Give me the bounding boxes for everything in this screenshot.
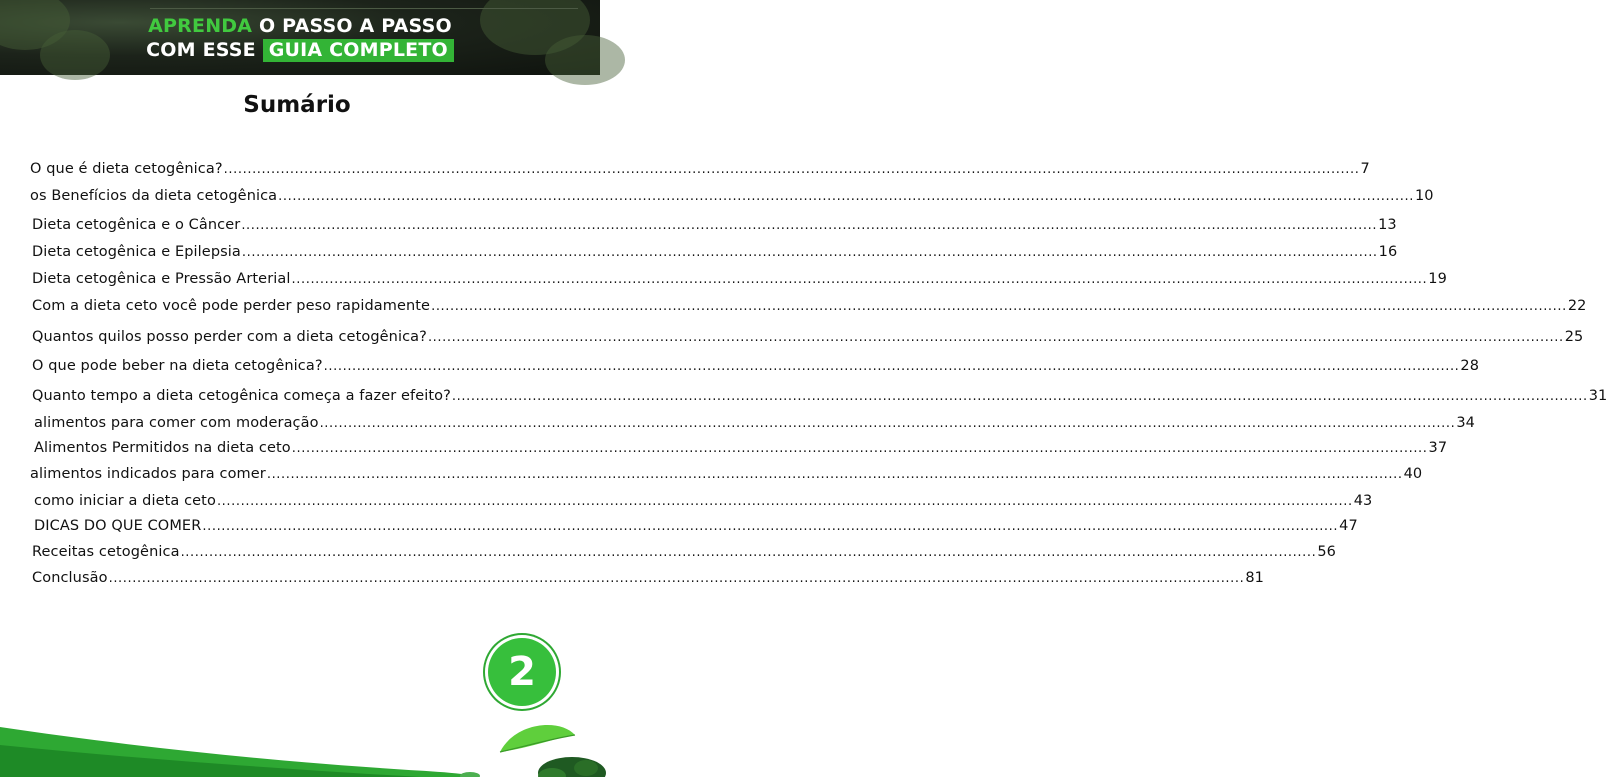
toc-entry-page: 22 (1567, 298, 1587, 314)
toc-entry-page: 37 (1428, 440, 1448, 456)
toc-leader-dots: ................................................................................................................................................................................................................................................ (180, 545, 1317, 560)
toc-entry (34, 492, 1373, 511)
toc-entry-page: 10 (1414, 188, 1434, 204)
page-number-badge (488, 638, 556, 706)
page-number: 2 (508, 649, 536, 695)
toc-leader-dots: ................................................................................................................................................................................................................................................ (202, 519, 1339, 534)
toc-entry-label: Conclusão (32, 570, 108, 586)
toc-entry-page: 7 (1360, 161, 1370, 177)
banner-headline-line1 (0, 15, 600, 37)
leaf-vein (500, 735, 575, 752)
toc-leader-dots: ................................................................................................................................................................................................................................................ (278, 189, 1414, 204)
header-banner (0, 0, 600, 75)
toc-leader-dots: ................................................................................................................................................................................................................................................ (266, 467, 1403, 482)
broccoli-floret-icon (574, 760, 598, 776)
leaf-icon (500, 725, 575, 752)
footer-green-wave-dark (0, 745, 420, 777)
toc-entry-label: os Benefícios da dieta cetogênica (30, 188, 278, 204)
toc-entry-label: Com a dieta ceto você pode perder peso rapidamente (32, 298, 431, 314)
toc-leader-dots: ................................................................................................................................................................................................................................................ (427, 330, 1564, 345)
toc-entry (34, 517, 1358, 536)
toc-entry-page: 31 (1588, 388, 1607, 404)
toc-leader-dots: ................................................................................................................................................................................................................................................ (291, 441, 1428, 456)
toc-entry (32, 243, 1398, 262)
toc-entry-label: O que é dieta cetogênica? (30, 161, 223, 177)
toc-entry-page: 19 (1428, 271, 1447, 287)
toc-entry-label: Dieta cetogênica e o Câncer (32, 217, 241, 233)
toc-entry (32, 357, 1480, 376)
toc-leader-dots: ................................................................................................................................................................................................................................................ (223, 162, 1360, 177)
toc-entry (32, 297, 1587, 316)
footer-green-wave (0, 727, 480, 777)
toc-entry-label: O que pode beber na dieta cetogênica? (32, 358, 323, 374)
toc-entry-page: 16 (1378, 244, 1398, 260)
toc-entry (34, 439, 1448, 458)
toc-leader-dots: ................................................................................................................................................................................................................................................ (291, 272, 1428, 287)
toc-entry-label: Alimentos Permitidos na dieta ceto (34, 440, 291, 456)
toc-entry-page: 43 (1353, 493, 1373, 509)
toc-entry-label: Receitas cetogênica (32, 544, 180, 560)
toc-entry (32, 387, 1607, 406)
banner-text-white: O PASSO A PASSO (259, 15, 452, 37)
toc-entry-page: 56 (1317, 544, 1336, 560)
toc-entry-page: 13 (1378, 217, 1397, 233)
toc-entry (30, 465, 1423, 484)
banner-highlight-green: APRENDA (148, 15, 253, 37)
toc-entry-label: Quanto tempo a dieta cetogênica começa a fazer efeito? (32, 388, 451, 404)
toc-entry (32, 569, 1265, 588)
toc-leader-dots: ................................................................................................................................................................................................................................................ (323, 359, 1460, 374)
broccoli-icon (538, 757, 606, 777)
toc-entry (30, 187, 1434, 206)
toc-entry-page: 25 (1564, 329, 1584, 345)
toc-leader-dots: ................................................................................................................................................................................................................................................ (451, 389, 1588, 404)
toc-leader-dots: ................................................................................................................................................................................................................................................ (319, 416, 1456, 431)
toc-entry (30, 160, 1370, 179)
toc-entry-label: Dieta cetogênica e Pressão Arterial (32, 271, 291, 287)
toc-entry-label: como iniciar a dieta ceto (34, 493, 216, 509)
toc-leader-dots: ................................................................................................................................................................................................................................................ (431, 299, 1567, 314)
toc-leader-dots: ................................................................................................................................................................................................................................................ (241, 218, 1378, 233)
toc-leader-dots: ................................................................................................................................................................................................................................................ (241, 245, 1378, 260)
toc-entry (32, 543, 1336, 562)
toc-entry (32, 216, 1397, 235)
toc-entry-label: Quantos quilos posso perder com a dieta cetogênica? (32, 329, 427, 345)
toc-leader-dots: ................................................................................................................................................................................................................................................ (216, 494, 1353, 509)
leaf-icon (460, 772, 480, 777)
toc-entry-page: 34 (1456, 415, 1475, 431)
toc-leader-dots: ................................................................................................................................................................................................................................................ (108, 571, 1245, 586)
toc-entry-page: 47 (1339, 518, 1358, 534)
toc-entry-page: 28 (1460, 358, 1480, 374)
banner-text-white: COM ESSE (146, 39, 256, 61)
toc-entry-label: Dieta cetogênica e Epilepsia (32, 244, 241, 260)
toc-entry (32, 328, 1584, 347)
toc-entry (32, 270, 1447, 289)
toc-entry-label: alimentos para comer com moderação (34, 415, 319, 431)
banner-rule (150, 8, 578, 9)
toc-entry-page: 81 (1245, 570, 1265, 586)
toc-entry-page: 40 (1403, 466, 1423, 482)
banner-highlight-box: GUIA COMPLETO (263, 39, 454, 62)
toc-entry-label: alimentos indicados para comer (30, 466, 266, 482)
page-title: Sumário (243, 92, 351, 118)
toc-entry-label: DICAS DO QUE COMER (34, 518, 202, 534)
toc-entry (34, 414, 1475, 433)
broccoli-floret-icon (538, 768, 566, 777)
banner-headline-line2 (0, 39, 600, 61)
